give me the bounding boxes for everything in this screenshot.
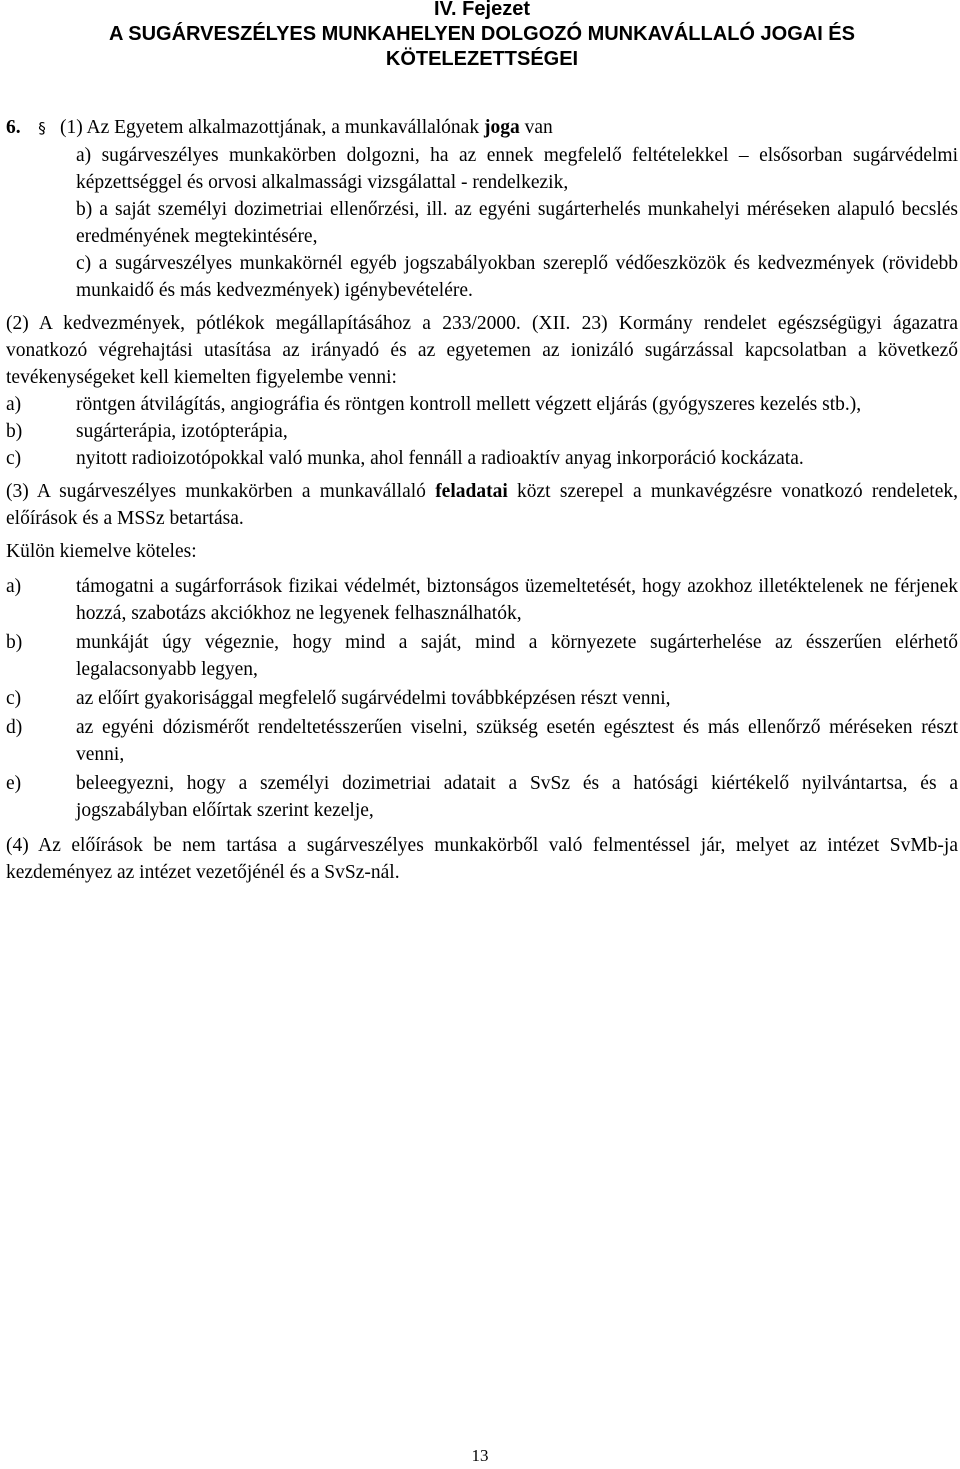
duty-item-a	[6, 573, 958, 627]
activity-item-a-label: a)	[6, 394, 22, 415]
duty-item-a-text: támogatni a sugárforrások fizikai védelmét, biztonságos üzemeltetését, hogy azokhoz illetéktelenek ne férjenek hozzá, szabotázs akciókhoz ne legyenek felhasználhatók,	[76, 576, 958, 624]
duty-item-d-label: d)	[6, 717, 23, 738]
rights-list	[6, 142, 958, 304]
rights-item-b	[76, 196, 958, 250]
activity-item-a-text: röntgen átvilágítás, angiográfia és röntgen kontroll mellett végzett eljárás (gyógyszeres kezelés stb.),	[76, 394, 862, 415]
chapter-number: IV. Fejezet	[434, 0, 530, 20]
duty-item-e-label: e)	[6, 773, 22, 794]
rights-item-b-text: a saját személyi dozimetriai ellenőrzési, ill. az egyéni sugárterhelés munkahelyi méréseken alapuló becslés eredményének megtekintésére,	[76, 199, 959, 247]
section-6-intro-pre: (1) Az Egyetem alkalmazottjának, a munkavállalónak	[60, 117, 484, 138]
activities-list	[6, 391, 958, 472]
activity-item-c-text: nyitott radioizotópokkal való munka, ahol fennáll a radioaktív anyag inkorporáció kockázata.	[76, 448, 804, 469]
duties-intro: Külön kiemelve köteles:	[6, 541, 197, 562]
duty-item-e	[6, 770, 958, 824]
activity-item-a	[6, 391, 958, 418]
paragraph-3	[6, 478, 958, 532]
rights-item-a	[76, 142, 958, 196]
paragraph-3-post: közt szerepel a munkavégzésre vonatkozó rendeletek, előírások és a MSSz betartása.	[6, 481, 958, 529]
duty-item-b-text: munkáját úgy végeznie, hogy mind a saját, mind a környezete sugárterhelése az ésszerűen elérhető legalacsonyabb legyen,	[76, 632, 958, 680]
duty-item-c	[6, 685, 958, 712]
page-number: 13	[471, 1446, 489, 1465]
duty-item-e-text: beleegyezni, hogy a személyi dozimetriai adatait a SvSz és a hatósági kiértékelő nyilvántartsa, és a jogszabályban előírtak szerint kezelje,	[76, 773, 958, 821]
duty-item-d-text: az egyéni dózismérőt rendeltetésszerűen viselni, szükség esetén egésztest és más ellenőrző méréseken részt venni,	[76, 717, 958, 765]
rights-item-c-text: a sugárveszélyes munkakörnél egyéb jogszabályokban szereplő védőeszközök és kedvezmények (rövidebb munkaidő és más kedvezmények) igénybevételére.	[76, 253, 958, 301]
duty-item-c-label: c)	[6, 688, 22, 709]
activity-item-c-label: c)	[6, 448, 22, 469]
section-6-intro-post: van	[519, 117, 553, 138]
duty-item-a-label: a)	[6, 576, 22, 597]
paragraph-3-bold: feladatai	[435, 481, 508, 502]
section-6-intro-bold: joga	[483, 117, 520, 138]
duty-item-b-label: b)	[6, 632, 23, 653]
chapter-title-line2: KÖTELEZETTSÉGEI	[385, 48, 579, 70]
rights-item-c	[76, 250, 958, 304]
document-page	[6, 0, 958, 886]
duty-item-d	[6, 714, 958, 768]
section-symbol: §	[38, 119, 46, 137]
activity-item-b-text: sugárterápia, izotópterápia,	[76, 421, 288, 442]
activity-item-b	[6, 418, 958, 445]
duties-list	[6, 573, 958, 824]
activity-item-c	[6, 445, 958, 472]
paragraph-3-pre: (3) A sugárveszélyes munkakörben a munkavállaló	[6, 481, 436, 502]
paragraph-2: (2) A kedvezmények, pótlékok megállapításához a 233/2000. (XII. 23) Kormány rendelet egészségügyi ágazatra vonatkozó végrehajtási utasítása az irányadó és az egyetemen az ionizáló sugárzással kapcsolatban a következő tevékenységeket kell kiemelten figyelembe venni:	[6, 313, 958, 388]
rights-item-a-text: sugárveszélyes munkakörben dolgozni, ha az ennek megfelelő feltételekkel – elsősorban sugárvédelmi képzettséggel és orvosi alkalmassági vizsgálattal - rendelkezik,	[76, 145, 958, 193]
activity-item-b-label: b)	[6, 421, 23, 442]
paragraph-4: (4) Az előírások be nem tartása a sugárveszélyes munkakörből való felmentéssel jár, melyet az intézet SvMb-ja kezdeményez az intézet vezetőjénél és a SvSz-nál.	[6, 835, 958, 883]
duty-item-c-text: az előírt gyakorisággal megfelelő sugárvédelmi továbbképzésen részt venni,	[76, 688, 671, 709]
rights-item-b-label: b)	[76, 199, 93, 220]
section-number: 6.	[6, 117, 21, 138]
section-6-intro	[6, 114, 958, 142]
duty-item-b	[6, 629, 958, 683]
chapter-title-line1: A SUGÁRVESZÉLYES MUNKAHELYEN DOLGOZÓ MUNKAVÁLLALÓ JOGAI ÉS	[108, 23, 855, 45]
rights-item-a-label: a)	[76, 145, 92, 166]
rights-item-c-label: c)	[76, 253, 92, 274]
